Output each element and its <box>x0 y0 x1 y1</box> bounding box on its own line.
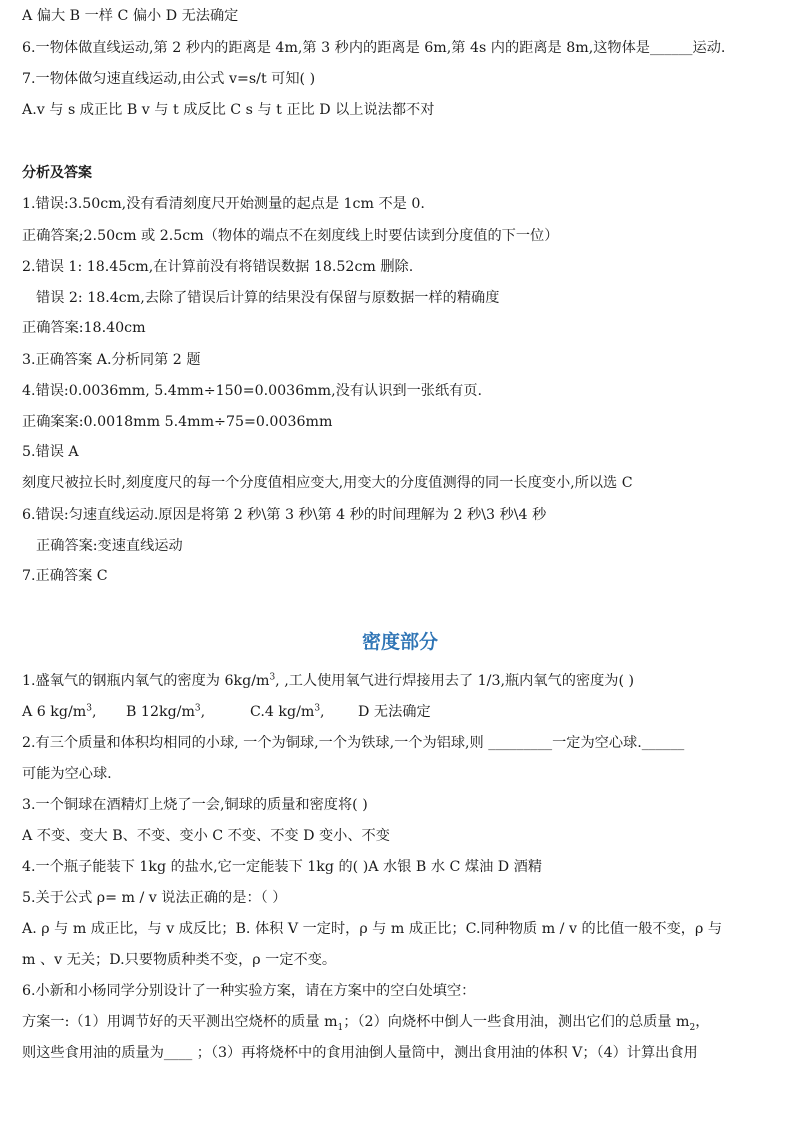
density-q5-options-cont: m 、v 无关；D.只要物质种类不变，ρ 一定不变。 <box>22 952 337 968</box>
option-b: B $12kg/m^3$, <box>126 703 206 720</box>
analysis-line: 刻度尺被拉长时,刻度度尺的每一个分度值相应变大,用变大的分度值测得的同一长度变小,所以选 C <box>22 475 633 491</box>
analysis-line: 7.正确答案 C <box>22 568 108 584</box>
analysis-line: 2.错误 1: 18.45cm,在计算前没有将错误数据 18.52cm 删除. <box>22 259 414 275</box>
option-c: C.4 $kg/m^3$, <box>250 703 325 720</box>
density-q2-cont: 可能为空心球. <box>22 766 112 782</box>
option-line: A 偏大 B 一样 C 偏小 D 无法确定 <box>22 8 239 24</box>
section-title: 密度部分 <box>361 631 438 653</box>
analysis-line: 5.错误 A <box>22 444 79 460</box>
question-6: 6.一物体做直线运动,第 2 秒内的距离是 4m,第 3 秒内的距离是 6m,第 4s 内的距离是 8m,这物体是______运动. <box>22 40 726 56</box>
density-q6-plan-1-cont: 则这些食用油的质量为____ ；（3）再将烧杯中的食用油倒人量筒中，测出食用油的体积 V；（4）计算出食用 <box>22 1045 698 1061</box>
analysis-line: 错误 2: 18.4cm,去除了错误后计算的结果没有保留与原数据一样的精确度 <box>36 290 500 306</box>
density-q1: 1.盛氧气的钢瓶内氧气的密度为 $6kg/m^3$, ,工人使用氧气进行焊接用去了 1/3,瓶内氧气的密度为( ) <box>22 672 635 689</box>
density-q6-plan-1: 方案一:（1）用调节好的天平测出空烧杯的质量 $m_1$；（2）向烧杯中倒人一些食用油，测出它们的总质量 $m_2$， <box>22 1014 710 1033</box>
option-d: D 无法确定 <box>358 704 431 720</box>
analysis-line: 6.错误:匀速直线运动.原因是将第 2 秒\第 3 秒\第 4 秒的时间理解为 2 秒\3 秒\4 秒 <box>22 507 547 523</box>
analysis-line: 1.错误:3.50cm,没有看清刻度尺开始测量的起点是 1cm 不是 0. <box>22 196 425 212</box>
analysis-heading: 分析及答案 <box>22 165 92 181</box>
analysis-line: 正确答案;2.50cm 或 2.5cm（物体的端点不在刻度线上时要估读到分度值的下一位） <box>22 228 559 244</box>
density-q3-options: A 不变、变大 B、不变、变小 C 不变、不变 D 变小、不变 <box>22 828 390 844</box>
analysis-line: 4.错误:0.0036mm, 5.4mm÷150=0.0036mm,没有认识到一张纸有页. <box>22 383 483 399</box>
analysis-line: 正确案案:0.0018mm 5.4mm÷75=0.0036mm <box>22 414 333 430</box>
analysis-line: 正确答案:变速直线运动 <box>36 538 183 554</box>
density-q1-options <box>22 702 782 722</box>
question-7: 7.一物体做匀速直线运动,由公式 v=s/t 可知( ) <box>22 71 316 87</box>
density-q4: 4.一个瓶子能装下 1kg 的盐水,它一定能装下 1kg 的( )A 水银 B 水 C 煤油 D 酒精 <box>22 859 543 875</box>
analysis-line: 3.正确答案 A.分析同第 2 题 <box>22 352 201 368</box>
density-q2: 2.有三个质量和体积均相同的小球, 一个为铜球,一个为铁球,一个为铝球,则 _________一定为空心球.______ <box>22 735 685 751</box>
density-q5-options: A. ρ 与 m 成正比，与 v 成反比；B. 体积 V 一定时，ρ 与 m 成正比；C.同种物质 m / v 的比值一般不变，ρ 与 <box>22 921 723 937</box>
density-q3: 3.一个铜球在酒精灯上烧了一会,铜球的质量和密度将( ) <box>22 797 368 813</box>
question-7-options: A.v 与 s 成正比 B v 与 t 成反比 C s 与 t 正比 D 以上说法都不对 <box>22 102 435 118</box>
density-q5: 5.关于公式 ρ= m / v 说法正确的是：（ ） <box>22 890 287 906</box>
option-a: A 6 $kg/m^3$, <box>22 703 97 720</box>
analysis-line: 正确答案:18.40cm <box>22 320 146 336</box>
density-q6: 6.小新和小杨同学分别设计了一种实验方案，请在方案中的空白处填空： <box>22 983 476 999</box>
